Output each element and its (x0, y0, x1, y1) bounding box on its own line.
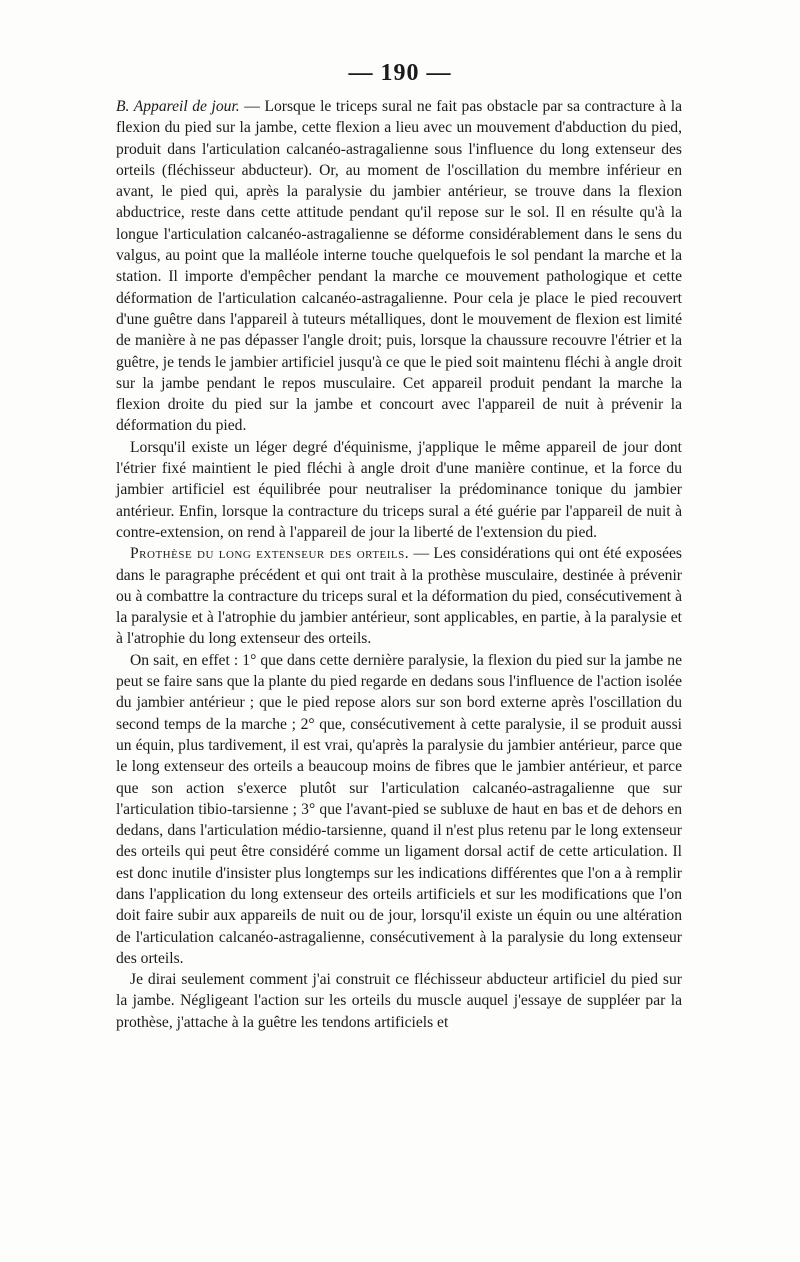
body-text (116, 96, 682, 1033)
page-number: — 190 — (348, 60, 452, 86)
paragraph-text: On sait, en effet : 1° que dans cette dernière paralysie, la flexion du pied sur la jambe ne peut se faire sans que la plante du pied regarde en dedans sous l'influence de l'action isolée du jambier antérieur ; que le pied repose alors sur son bord externe après l'oscillation du second temps de la marche ; 2° que, consécutivement à cette paralysie, il se produit aussi un équin, plus tardivement, il est vrai, qu'après la paralysie du jambier antérieur, parce que le long extenseur des orteils a beaucoup moins de fibres que le jambier antérieur, et parce que son action s'exerce plutôt sur l'articulation calcanéo-astragalienne que sur l'articulation tibio-tarsienne ; 3° que l'avant-pied se subluxe de haut en bas et de dehors en dedans, dans l'articulation médio-tarsienne, quand il n'est plus retenu par le long extenseur des orteils qui peut être considéré comme un ligament dorsal actif de cette articulation. Il est donc inutile d'insister plus longtemps sur les indications différentes que l'on a à remplir dans l'application du long extenseur des orteils artificiels et sur les modifications que l'on doit faire subir aux appareils de nuit ou de jour, lorsqu'il existe un équin ou une altération de l'articulation calcanéo-astragalienne, consécutivement à la paralysie du long extenseur des orteils. (116, 651, 682, 967)
paragraph-appareil-de-jour (116, 96, 682, 437)
paragraph-equinisme (116, 437, 682, 543)
paragraph-je-dirai (116, 969, 682, 1033)
section-heading-prothese: Prothèse du long extenseur des orteils. (130, 545, 410, 563)
paragraph-text: — Les considérations qui ont été exposées dans le paragraphe précédent et qui ont trait à la prothèse musculaire, destinée à prévenir ou à combattre la contracture du triceps sural et la déformation du pied, consécutivement à la paralysie et à l'atrophie du jambier antérieur, sont applicables, en partie, à la paralysie et à l'atrophie du long extenseur des orteils. (116, 545, 682, 648)
paragraph-on-sait (116, 650, 682, 969)
paragraph-prothese-long-extenseur (116, 543, 682, 649)
paragraph-text: Lorsqu'il existe un léger degré d'équinisme, j'applique le même appareil de jour dont l'étrier fixé maintient le pied fléchi à angle droit d'une manière continue, et la force du jambier artificiel est équilibrée pour neutraliser la prédominance tonique du jambier antérieur. Enfin, lorsque la contracture du triceps sural a été guérie par l'appareil de nuit à contre-extension, on rend à l'appareil de jour la liberté de l'extension du pied. (116, 438, 682, 541)
paragraph-text: — Lorsque le triceps sural ne fait pas obstacle par sa contracture à la flexion du pied sur la jambe, cette flexion a lieu avec un mouvement d'abduction du pied, produit dans l'articulation calcanéo-astragalienne sous l'influence du long extenseur des orteils (fléchisseur abducteur). Or, au moment de l'oscillation du membre inférieur en avant, le pied qui, après la paralysie du jambier antérieur, se trouve dans la flexion abductrice, reste dans cette attitude pendant qu'il repose sur le sol. Il en résulte qu'à la longue l'articulation calcanéo-astragalienne se déforme considérablement dans le sens du valgus, au point que la malléole interne touche quelquefois le sol pendant la marche et la station. Il importe d'empêcher pendant la marche ce mouvement pathologique et cette déformation de l'articulation calcanéo-astragalienne. Pour cela je place le pied recouvert d'une guêtre dans l'appareil à tuteurs métalliques, dont le mouvement de flexion est limité de manière à ne pas dépasser l'angle droit; puis, lorsque la chaussure recouvre l'étrier et la guêtre, je tends le jambier artificiel jusqu'à ce que le pied soit maintenu fléchi à angle droit sur la jambe pendant le repos musculaire. Cet appareil produit pendant la marche la flexion droite du pied sur la jambe et concourt avec l'appareil de nuit à prévenir la déformation du pied. (116, 98, 682, 435)
paragraph-text: Je dirai seulement comment j'ai construit ce fléchisseur abducteur artificiel du pied sur la jambe. Négligeant l'action sur les orteils du muscle auquel j'essaye de suppléer par la prothèse, j'attache à la guêtre les tendons artificiels et (116, 971, 682, 1031)
section-heading-appareil-de-jour: B. Appareil de jour. (116, 98, 240, 115)
